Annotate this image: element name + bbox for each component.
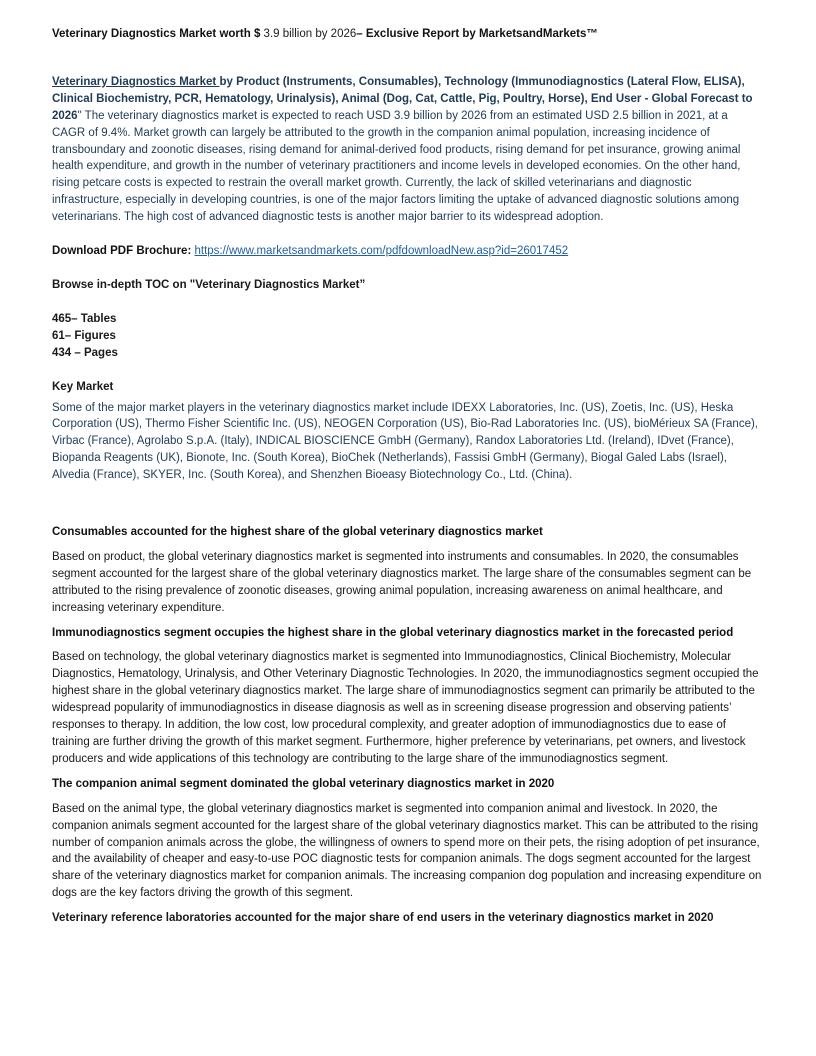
- intro-body-text: " The veterinary diagnostics market is expected to reach USD 3.9 billion by 2026 from an estimated USD 2.5 billion in 2021, at a CAGR of 9.4%. Market growth can largely be attributed to the growth in the companion animal population, increasing incidence of transboundary and zoonotic diseases, rising demand for animal-derived food products, rising demand for pet insurance, growing animal health expenditure, and growth in the number of veterinary practitioners and income levels in developed economies. On the other hand, rising petcare costs is expected to restrain the overall market growth. Currently, the lack of skilled veterinarians and diagnostic infrastructure, especially in developing countries, is one of the major factors limiting the uptake of advanced diagnostic solutions among veterinarians. The high cost of advanced diagnostic tests is another major barrier to its widespread adoption.: [52, 109, 741, 224]
- download-brochure-link[interactable]: https://www.marketsandmarkets.com/pdfdownloadNew.asp?id=26017452: [194, 245, 569, 258]
- section-heading-companion-animal: The companion animal segment dominated the global veterinary diagnostics market in 2020: [52, 777, 555, 790]
- browse-toc-heading: Browse in-depth TOC on "Veterinary Diagnostics Market”: [52, 278, 366, 291]
- report-stats: [52, 311, 764, 362]
- report-scope-text: by Product (Instruments, Consumables), Technology (Immunodiagnostics (Lateral Flow, ELISA), Clinical Biochemistry, PCR, Hematology, Urinalysis), Animal (Dog, Cat, Cattle, Pig, Poultry, Horse), End User - Global Forecast to 2026: [52, 75, 753, 122]
- download-label: Download PDF Brochure:: [52, 245, 195, 258]
- document-title: [52, 26, 764, 43]
- stat-pages: 434 – Pages: [52, 346, 118, 359]
- key-market-body: Some of the major market players in the veterinary diagnostics market include IDEXX Laboratories, Inc. (US), Zoetis, Inc. (US), Heska Corporation (US), Thermo Fisher Scientific Inc. (US), NEOGEN Corporation (US), Bio-Rad Laboratories Inc. (US), bioMérieux SA (France), Virbac (France), Agrolabo S.p.A. (Italy), INDICAL BIOSCIENCE GmbH (Germany), Randox Laboratories Ltd. (Ireland), IDvet (France), Biopanda Reagents (UK), Bionote, Inc. (South Korea), BioChek (Netherlands), Fassisi GmbH (Germany), Biogal Galed Labs (Israel), Alvedia (France), SKYER, Inc. (South Korea), and Shenzhen Bioeasy Biotechnology Co., Ltd. (China).: [52, 401, 758, 482]
- download-brochure-line: [52, 243, 764, 260]
- stat-tables: 465– Tables: [52, 312, 117, 325]
- title-suffix: – Exclusive Report by MarketsandMarkets™: [356, 28, 598, 40]
- section-heading-reference-laboratories: Veterinary reference laboratories accounted for the major share of end users in the veterinary diagnostics market in 2020: [52, 912, 714, 925]
- section-heading-consumables: Consumables accounted for the highest share of the global veterinary diagnostics market: [52, 526, 543, 539]
- section-body-companion-animal: Based on the animal type, the global veterinary diagnostics market is segmented into companion animal and livestock. In 2020, the companion animals segment accounted for the largest share of the global veterinary diagnostics market. This can be attributed to the rising number of companion animals across the globe, the willingness of owners to spend more on their pets, the rising adoption of pet insurance, and the availability of cheaper and easy-to-use POC diagnostic tests for companion animals. The dogs segment accounted for the largest share of the veterinary diagnostics market for companion animals. The increasing companion dog population and increasing expenditure on dogs are the key factors driving the growth of this segment.: [52, 802, 762, 900]
- section-body-consumables: Based on product, the global veterinary diagnostics market is segmented into instruments and consumables. In 2020, the consumables segment accounted for the largest share of the global veterinary diagnostics market. The large share of the consumables segment can be attributed to the rising prevalence of zoonotic diseases, growing animal population, increasing awareness on animal healthcare, and increasing veterinary expenditure.: [52, 550, 752, 614]
- report-title-link[interactable]: Veterinary Diagnostics Market: [52, 75, 220, 88]
- intro-paragraph: [52, 74, 764, 226]
- title-prefix: Veterinary Diagnostics Market worth $: [52, 28, 264, 40]
- section-heading-immunodiagnostics: Immunodiagnostics segment occupies the highest share in the global veterinary diagnostics market in the forecasted period: [52, 626, 734, 639]
- section-body-immunodiagnostics: Based on technology, the global veterinary diagnostics market is segmented into Immunodiagnostics, Clinical Biochemistry, Molecular Diagnostics, Hematology, Urinalysis, and Other Veterinary Diagnostic Technologies. In 2020, the immunodiagnostics segment occupied the highest share in the global veterinary diagnostics market. The large share of immunodiagnostics segment can primarily be attributed to the widespread popularity of immunodiagnostics in disease diagnosis as well as in screening disease progression and observing patients’ responses to therapy. In addition, the low cost, low procedural complexity, and greater adoption of immunodiagnostics due to ease of training are further driving the growth of this market segment. Furthermore, higher preference by veterinarians, pet owners, and livestock producers and wide applications of this technology are contributing to the large share of the immunodiagnostics segment.: [52, 651, 759, 765]
- title-amount: 3.9 billion by 2026: [263, 28, 357, 40]
- key-market-heading: Key Market: [52, 380, 114, 393]
- stat-figures: 61– Figures: [52, 329, 116, 342]
- document-page: [52, 26, 764, 927]
